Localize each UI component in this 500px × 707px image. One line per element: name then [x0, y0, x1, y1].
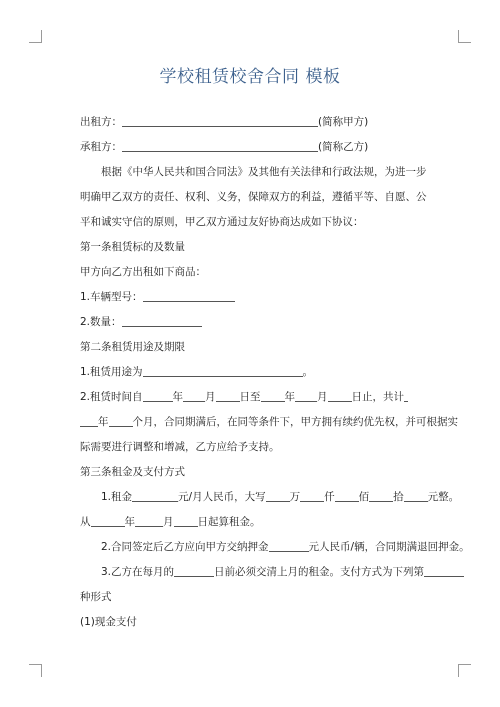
total-months-blank: [80, 414, 98, 427]
shi-blank: [369, 489, 393, 502]
wan-blank: [266, 489, 290, 502]
month-text-2: 月: [317, 391, 328, 403]
use-end: 。: [302, 366, 314, 378]
vehicle-model-label: 1.车辆型号：: [80, 291, 143, 303]
crop-mark-bottom-right: [458, 664, 471, 677]
year-text-2: 年: [284, 391, 296, 403]
rent-month-text: 月: [163, 516, 174, 528]
end-month-blank: [295, 389, 317, 402]
payment-mid: 日前必须交清上月的租金。支付方式为下列第: [214, 566, 425, 578]
bai-blank: [335, 489, 359, 502]
rent-year-text: 年: [124, 516, 135, 528]
from-text: 从: [80, 516, 91, 528]
renewal-text: 个月，合同期满后，在同等条件下，甲方拥有续约优先权，并可根据实: [132, 416, 458, 428]
rent-month-blank: [135, 514, 163, 527]
quantity-label: 2.数量：: [80, 316, 122, 328]
document-body: [80, 110, 470, 635]
use-line: [80, 360, 430, 385]
use-blank: [143, 364, 303, 377]
lessor-suffix: (简称甲方): [318, 116, 369, 128]
lessee-line: [80, 135, 430, 160]
day-end-text: 日止，共计: [351, 391, 405, 403]
rent-unit: 元/月人民币，大写: [178, 491, 266, 503]
yuan-blank: [404, 489, 428, 502]
payment-line-1: [80, 560, 430, 585]
document-title: 学校租赁校舍合同 模板: [159, 67, 341, 87]
period-line-2: [80, 410, 458, 435]
payment-line-2: 种形式: [80, 591, 112, 603]
qian-blank: [300, 489, 324, 502]
crop-mark-top-left: [29, 30, 42, 43]
lessee-blank: [122, 139, 318, 152]
use-label: 1.租赁用途为: [80, 366, 143, 378]
qian-text: 仟: [324, 491, 335, 503]
payment-method-blank: [424, 564, 464, 577]
article-3-title: 第三条租金及支付方式: [80, 466, 185, 478]
start-month-blank: [183, 389, 205, 402]
vehicle-model-blank: [143, 289, 235, 302]
quantity-blank: [122, 314, 202, 327]
end-year-blank: [261, 389, 285, 402]
period-lead: 2.租赁时间自: [80, 391, 143, 403]
rent-day-blank: [174, 514, 198, 527]
item-1-line: [80, 285, 430, 310]
cash-payment-line: (1)现金支付: [80, 616, 137, 628]
day-to-text: 日至: [239, 391, 261, 403]
intro-paragraph: 根据《中华人民共和国合同法》及其他有关法律和行政法规，为进一步明确甲乙双方的责任、权利、义务，保障双方的利益，遵循平等、自愿、公平和诚实守信的原则，甲乙双方通过友好协商达成如下协议：: [80, 166, 427, 228]
month-text: 月: [205, 391, 216, 403]
deposit-tail: 元人民币/辆，合同期满退回押金。: [308, 541, 470, 553]
lessor-line: [80, 110, 430, 135]
crop-mark-top-right: [458, 30, 471, 43]
payment-lead: 3.乙方在每月的: [101, 566, 175, 578]
rent-year-blank: [91, 514, 125, 527]
wan-text: 万: [289, 491, 301, 503]
rent-line-1: [80, 485, 460, 510]
start-year-blank: [143, 389, 173, 402]
item-2-line: [80, 310, 430, 335]
deposit-lead: 2.合同签定后乙方应向甲方交纳押金: [101, 541, 269, 553]
article-2-title: 第二条租赁用途及期限: [80, 341, 185, 353]
rent-start-text: 日起算租金。: [197, 516, 261, 528]
year-text-3: 年: [98, 416, 109, 428]
lessor-label: 出租方：: [80, 116, 122, 128]
rent-lead: 1.租金: [101, 491, 133, 503]
payment-day-blank: [174, 564, 214, 577]
shi-text: 拾: [393, 491, 404, 503]
lessor-blank: [122, 114, 318, 127]
bai-text: 佰: [358, 491, 370, 503]
period-line-1: [80, 385, 430, 410]
end-day-blank: [328, 389, 352, 402]
start-day-blank: [216, 389, 240, 402]
rent-amount-blank: [132, 489, 178, 502]
lessee-label: 承租方：: [80, 141, 122, 153]
rent-line-2: [80, 510, 430, 535]
year-text: 年: [172, 391, 184, 403]
total-tail-blank: [404, 389, 408, 402]
deposit-line: [80, 535, 470, 560]
deposit-blank: [269, 539, 309, 552]
crop-mark-bottom-left: [29, 664, 42, 677]
period-line-3: 际需要进行调整和增减，乙方应给予支持。: [80, 441, 280, 453]
lessee-suffix: (简称乙方): [318, 141, 369, 153]
article-1-text: 甲方向乙方出租如下商品：: [80, 266, 206, 278]
months-blank: [109, 414, 133, 427]
yuan-text: 元整。: [427, 491, 460, 503]
article-1-title: 第一条租赁标的及数量: [80, 241, 185, 253]
